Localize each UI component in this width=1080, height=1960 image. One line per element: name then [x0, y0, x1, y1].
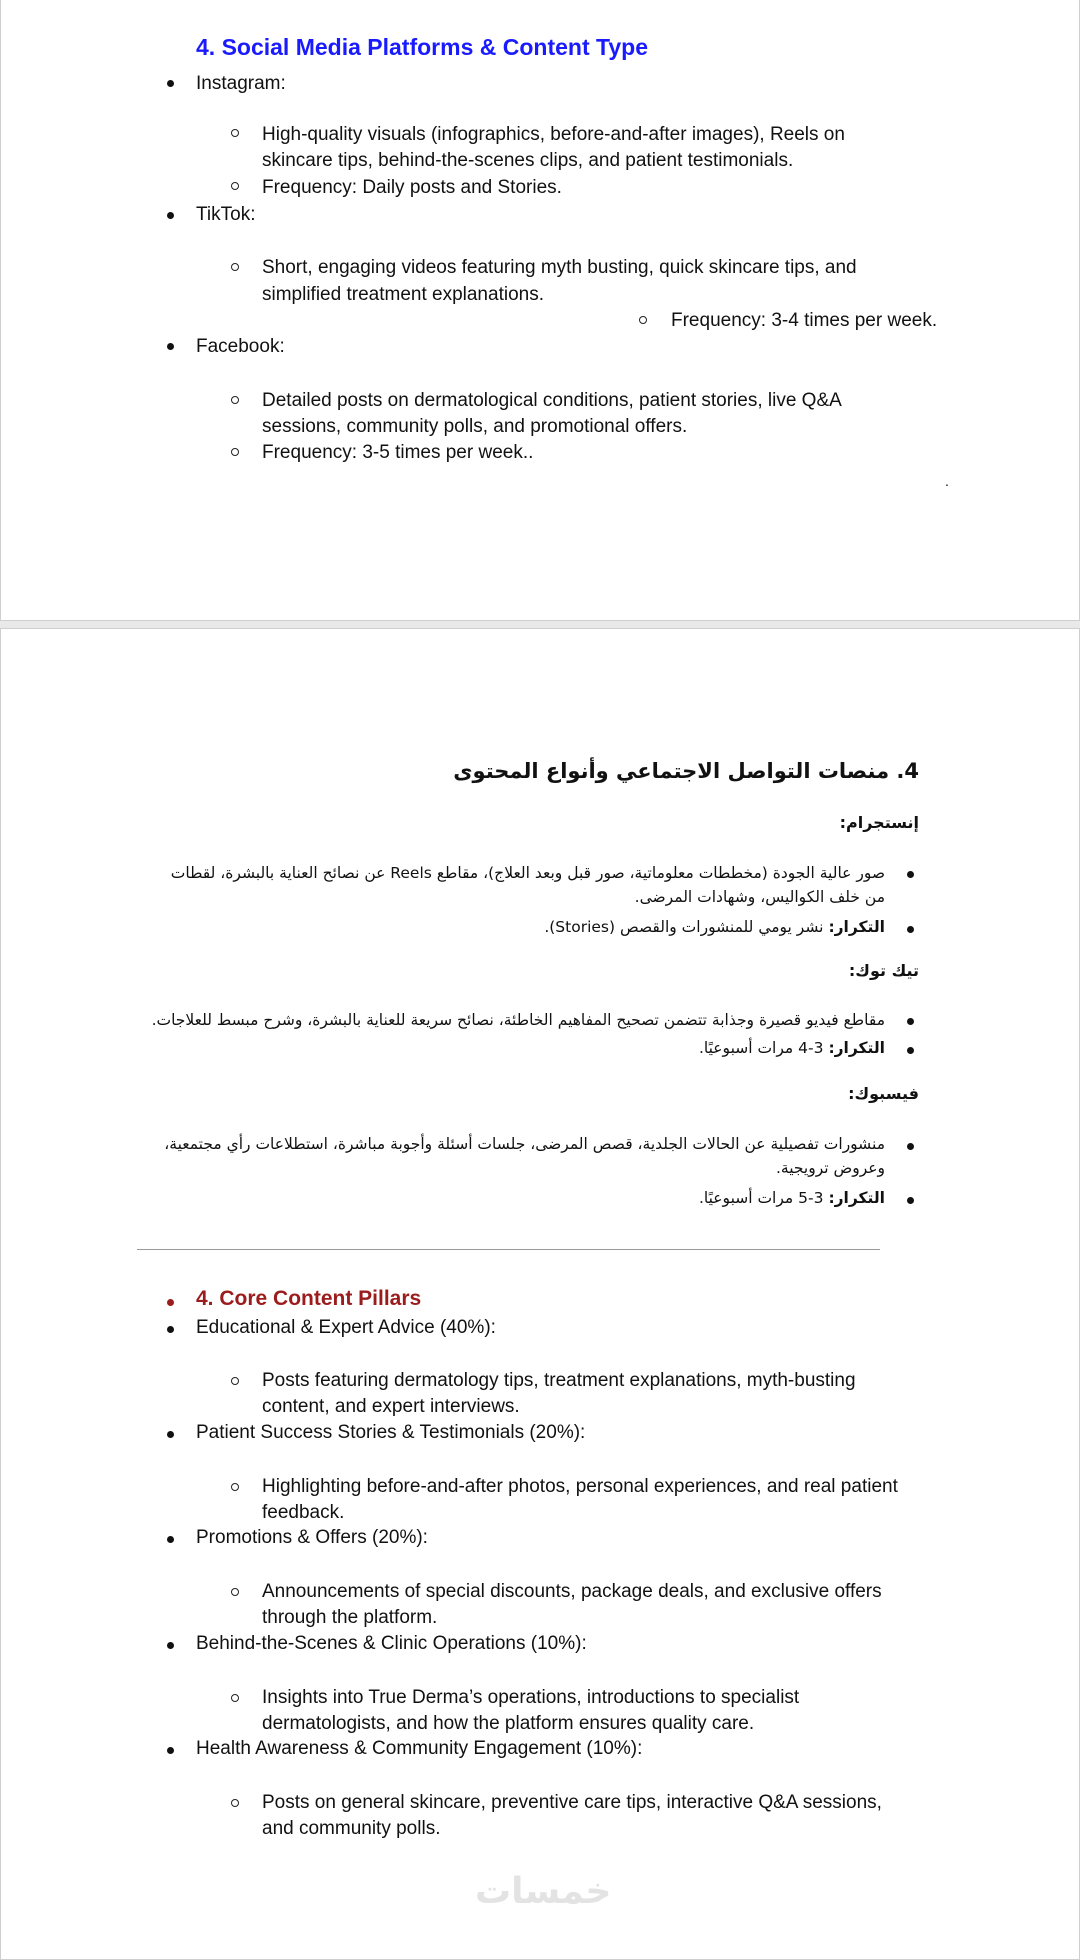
sub-bullet [231, 129, 239, 137]
bullet [907, 1143, 914, 1150]
bullet [167, 343, 174, 350]
sub-bullet [231, 263, 239, 271]
pillar-title: Health Awareness & Community Engagement (10%): [196, 1738, 643, 1759]
instagram-frequency: Frequency: Daily posts and Stories. [262, 177, 562, 198]
bullet [167, 1536, 174, 1543]
bullet [167, 1431, 174, 1438]
facebook-frequency: Frequency: 3-5 times per week.. [262, 442, 534, 463]
bullet [167, 1642, 174, 1649]
arabic-instagram-frequency [544, 915, 885, 939]
instagram-label: Instagram: [196, 73, 286, 94]
sub-bullet [639, 316, 647, 324]
bullet [167, 1747, 174, 1754]
pillar-title: Behind-the-Scenes & Clinic Operations (10%): [196, 1633, 587, 1654]
pillar-desc-line1: Highlighting before-and-after photos, personal experiences, and real patient [262, 1476, 898, 1497]
frequency-value: 3-4 مرات أسبوعيًا. [698, 1039, 824, 1057]
bullet [907, 926, 914, 933]
sub-bullet [231, 1483, 239, 1491]
arabic-tiktok-label: تيك توك: [848, 961, 919, 980]
bullet [167, 1326, 174, 1333]
arabic-heading: 4. منصات التواصل الاجتماعي وأنواع المحتوى [453, 759, 919, 783]
bullet [907, 1018, 914, 1025]
frequency-label: التكرار: [828, 918, 885, 936]
section-divider [137, 1249, 880, 1250]
bullet [907, 1197, 914, 1204]
pillar-desc-line1: Posts featuring dermatology tips, treatment explanations, myth-busting [262, 1370, 856, 1391]
sub-bullet [231, 1588, 239, 1596]
pillar-desc-line1: Insights into True Derma’s operations, introductions to specialist [262, 1687, 800, 1708]
tiktok-desc-line2: simplified treatment explanations. [262, 284, 544, 305]
facebook-label: Facebook: [196, 336, 285, 357]
tiktok-label: TikTok: [196, 204, 256, 225]
pillars-heading: 4. Core Content Pillars [196, 1287, 422, 1310]
frequency-label: التكرار: [828, 1039, 885, 1057]
tiktok-desc-line1: Short, engaging videos featuring myth busting, quick skincare tips, and [262, 257, 857, 278]
tiktok-frequency: Frequency: 3-4 times per week. [671, 310, 938, 331]
pillar-desc-line2: and community polls. [262, 1818, 441, 1839]
pillar-desc-line1: Announcements of special discounts, package deals, and exclusive offers [262, 1581, 882, 1602]
arabic-facebook-label: فيسبوك: [848, 1084, 919, 1103]
frequency-label: التكرار: [828, 1189, 885, 1207]
document-page-2 [0, 628, 1080, 1960]
frequency-value: نشر يومي للمنشورات والقصص (Stories). [544, 918, 824, 936]
pillar-desc-line2: content, and expert interviews. [262, 1396, 520, 1417]
arabic-instagram-label: إنستجرام: [839, 813, 919, 832]
arabic-facebook-line2: وعروض ترويجية. [775, 1159, 885, 1177]
bullet [907, 871, 914, 878]
pillar-desc-line2: dermatologists, and how the platform ensures quality care. [262, 1713, 755, 1734]
sub-bullet [231, 448, 239, 456]
trailing-mark: . [945, 473, 949, 489]
sub-bullet [231, 396, 239, 404]
bullet [167, 1299, 174, 1306]
instagram-desc-line2: skincare tips, behind-the-scenes clips, and patient testimonials. [262, 150, 794, 171]
arabic-facebook-line1: منشورات تفصيلية عن الحالات الجلدية، قصص المرضى، جلسات أسئلة وأجوبة مباشرة، استطلاعات رأي مجتمعية، [164, 1135, 885, 1153]
pillar-desc-line2: through the platform. [262, 1607, 438, 1628]
bullet [167, 212, 174, 219]
sub-bullet [231, 1799, 239, 1807]
bullet [167, 80, 174, 87]
pillar-title: Patient Success Stories & Testimonials (20%): [196, 1422, 586, 1443]
sub-bullet [231, 182, 239, 190]
sub-bullet [231, 1694, 239, 1702]
pillar-title: Educational & Expert Advice (40%): [196, 1317, 496, 1338]
bullet [907, 1047, 914, 1054]
arabic-instagram-line1: صور عالية الجودة (مخططات معلوماتية، صور قبل وبعد العلاج)، مقاطع Reels عن نصائح العناية بالبشرة، لقطات [170, 864, 885, 882]
arabic-tiktok-frequency [699, 1036, 885, 1060]
pillar-title: Promotions & Offers (20%): [196, 1527, 428, 1548]
facebook-desc-line1: Detailed posts on dermatological conditions, patient stories, live Q&A [262, 390, 842, 411]
arabic-facebook-frequency [699, 1186, 885, 1210]
instagram-desc-line1: High-quality visuals (infographics, before-and-after images), Reels on [262, 124, 845, 145]
pillar-desc-line1: Posts on general skincare, preventive care tips, interactive Q&A sessions, [262, 1792, 882, 1813]
document-page-1 [0, 0, 1080, 621]
facebook-desc-line2: sessions, community polls, and promotional offers. [262, 416, 688, 437]
watermark-logo: خمسات [475, 1871, 612, 1912]
arabic-tiktok-line1: مقاطع فيديو قصيرة وجذابة تتضمن تصحيح المفاهيم الخاطئة، نصائح سريعة للعناية بالبشرة، وشرح مبسط للعلاجات. [151, 1011, 885, 1029]
section-heading: 4. Social Media Platforms & Content Type [196, 34, 648, 60]
pillar-desc-line2: feedback. [262, 1502, 345, 1523]
sub-bullet [231, 1377, 239, 1385]
frequency-value: 3-5 مرات أسبوعيًا. [698, 1189, 824, 1207]
arabic-instagram-line2: من خلف الكواليس، وشهادات المرضى. [634, 888, 885, 906]
